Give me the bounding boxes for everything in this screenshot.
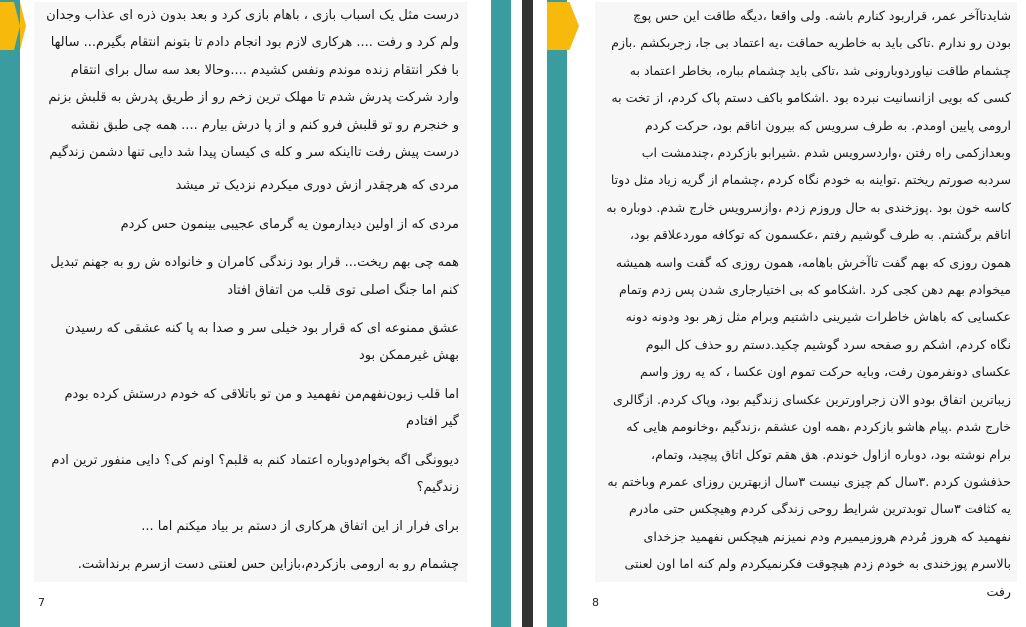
paragraph: برای فرار از این اتفاق هرکاری از دستم بر بیاد میکنم اما ... — [141, 518, 459, 534]
paragraph: مردی که از اولین دیدارمون یه گرمای عجیبی بینمون حس کردم — [120, 216, 459, 232]
paragraph: همه چی بهم ریخت... قرار بود زندگی کامران و خانواده ش رو به جهنم تبدیل کنم اما جنگ اصلی توی قلب من اتفاق افتاد — [50, 255, 459, 298]
paragraph: درست مثل یک اسباب بازی ، باهام بازی کرد و بعد بدون ذره ای عذاب وجدان ولم کرد و رفت .... هرکاری لازم بود انجام دادم تا بتونم انتقام بگیرم... سالها با فکر انتقام زنده موندم ونفس کشیدم ....وحالا بعد سه سال برای انتقام وارد شرکت پدرش شدم تا مهلک ترین زخم رو از طریق پدرش به قلبش بزنم و خنجرم رو تو قلبش فرو کنم و از پا درش بیارم .... همه چی طبق نقشه درست پیش رفت تااینکه سر و کله ی کیسان پیدا شد دایی تنها دشمن زندگیم — [46, 8, 459, 161]
left-text-area — [34, 2, 467, 582]
left-page-edge — [0, 0, 20, 627]
paragraph: عشق ممنوعه ای که قرار بود خیلی سر و صدا به پا کنه عشقی که رسیدن بهش غیرممکن بود — [65, 321, 459, 364]
paragraph: چشمام رو به ارومی بازکردم،بازاین حس لعنتی دست ازسرم برنداشت. — [77, 556, 459, 572]
paragraph: مردی که هرچقدر ازش دوری میکردم نزدیک تر میشد — [175, 178, 459, 194]
page-left — [20, 0, 491, 627]
right-page-spine-edge — [547, 0, 567, 627]
book-gutter — [522, 0, 533, 627]
page-right — [567, 0, 1026, 627]
left-page-spine-edge — [491, 0, 511, 627]
paragraph: دیوونگی اگه بخوام‌دوباره اعتماد کنم به قلبم؟ اونم کی؟ دایی منفور ترین ادم زندگیم؟ — [51, 452, 459, 496]
bookmark-tab — [20, 2, 26, 50]
paragraph: اما قلب زبون‌نفهم‌من نفهمید و من تو باتلاقی که خودم درستش کرده بودم گیر افتادم — [64, 386, 459, 430]
page-number: 8 — [592, 596, 599, 609]
paragraph: شایدتاآخر عمر، قراربود کنارم باشه. ولی واقعا ،دیگه طاقت این حس پوچ بودن رو ندارم .تاکی باید به خاطریه حماقت ،یه اعتماد بی جا، زجربکشم .بازم چشمام طاقت نیاوردوبارونی شد ،تاکی باید چشمام بباره، بخاطر اعتماد به کسی که بویی ازانسانیت نبرده بود .اشکامو باکف دستم پاک کردم، از تخت به ارومی پایین اومدم. به طرف سرویس که بیرون اتاقم بود، حرکت کردم وبعدازکمی راه رفتن ،واردسرویس شدم .شیرابو بازکردم ،چندمشت اب سردبه صورتم ریختم .تواینه به خودم نگاه کردم ،چشمام از گریه زیاد مثل دوتا کاسه خون بود .پوزخندی به حال وروزم زدم ،وازسرویس خارج شدم. دوباره به اتاقم برگشتم. به طرف گوشیم رفتم ،عکسمون که توکافه موردعلاقم بود، همون روزی که بهم گفت تاآخرش باهامه، همون روزی که گفت واسه همیشه میخوادم بهم دهن کجی کرد .اشکامو که بی اختیارجاری شدن پس زدم وتمام عکسایی که باهاش خاطرات شیرینی داشتیم وبرام مثل زهر بود ودونه دونه نگاه کردم، اشکم رو صفحه سرد گوشیم چکید.دستم رو حذف کل البوم عکسای دونفرمون رفت، وبایه حرکت تموم اون عکسا ، که یه روز واسم زیباترین اتفاق بودو الان زجراورترین عکسای زندگیم بود، وپاک کردم. ازگالری خارج شدم .پیام هاشو بازکردم ،همه اون عشقم ،زندگیم ،وخانومم هایی که برام نوشته بود، دوباره ازاول خوندم. هق هقم توکل اتاق پیچید، وتمام، حذفشون کردم .۳سال کم چیزی نیست ۳سال ازبهترین روزای عمرم وباختم به یه کثافت ۳سال توبدترین شرایط روحی زندگی کردم وهیچکس حتی مادرم نفهمید که هروز مُردم هروزمیمیرم ودم نمیزنم هیچکس نفهمید جزخدای بالاسرم پوزخندی به خودم زدم هیچوقت فکرنمیکردم ولم کنه اما اون لعنتی رفت — [606, 8, 1011, 599]
bookmark-tab-body — [547, 2, 579, 50]
right-text-area — [595, 2, 1017, 599]
page-number: 7 — [38, 596, 45, 609]
